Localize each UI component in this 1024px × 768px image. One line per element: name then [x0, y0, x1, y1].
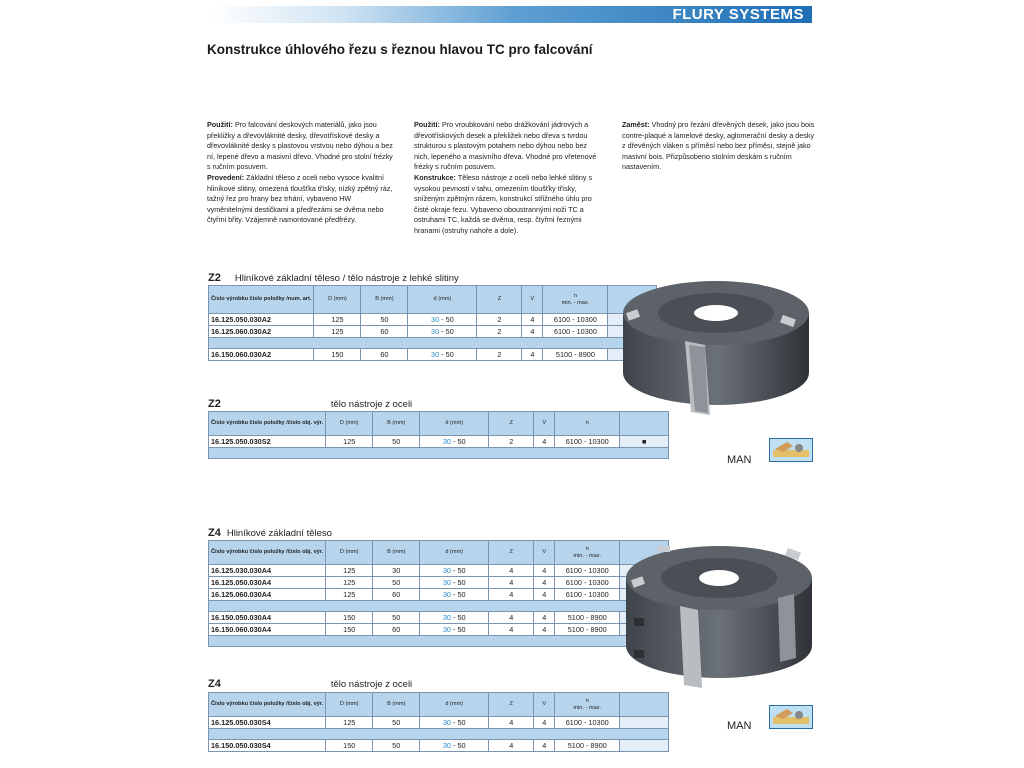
n-symbol: n [573, 292, 577, 299]
design-label: Provedení: [207, 172, 245, 182]
item-code: 16.125.030.030A4 [209, 565, 326, 577]
spacer-row [209, 338, 657, 349]
page-title: Konstrukce úhlového řezu s řeznou hlavou TC pro falcování [207, 42, 593, 57]
B-value: 60 [361, 326, 408, 338]
spacer-row [209, 601, 669, 612]
V-value: 4 [522, 314, 543, 326]
n-header: n [555, 412, 620, 436]
d-max: 50 [445, 327, 454, 336]
blank-header [620, 693, 669, 717]
Z-header: Z [489, 693, 534, 717]
V-value: 4 [534, 565, 555, 577]
n-value: 6100 - 10300 [555, 577, 620, 589]
code-header: Číslo výrobku číslo položky /číslo obj. výr. [209, 412, 326, 436]
D-header: D (mm) [326, 541, 373, 565]
n-value: 5100 - 8900 [555, 612, 620, 624]
d-max: 50 [445, 350, 454, 359]
n-value: 6100 - 10300 [555, 589, 620, 601]
d-min: 30 [442, 718, 451, 727]
d-min: 30 [431, 350, 440, 359]
n-value: 6100 - 10300 [555, 717, 620, 729]
Z-header: Z [489, 412, 534, 436]
V-header: V [534, 412, 555, 436]
d-value: 30 - 50 [420, 717, 489, 729]
D-header: D (mm) [326, 693, 373, 717]
usage-text: Pro falcování deskových materiálů, jako jsou překližky a dřevovláknité desky, dřevotřískové desky a dřevovláknité desky s plastovou vrstvou nebo dýhou a bez ní, lepené dřevo a masivní dřevo. Vhodné pro stolní frézky s ručním posuvem. [207, 120, 393, 172]
section-subtitle: Hliníkové základní těleso [226, 528, 332, 539]
Z-value: 2 [477, 326, 522, 338]
table-row [209, 717, 669, 729]
B-value: 50 [373, 717, 420, 729]
d-min: 30 [442, 566, 451, 575]
n-symbol: n [585, 545, 589, 552]
B-value: 60 [361, 349, 408, 361]
design-text: Základní těleso z oceli nebo vysoce kvalitní hliníkové slitiny, omezená tloušťka třísky, nízký zpětný ráz, tažný řez pro hrany bez trhání, vybaveno HW vyměnitelnými destičkami a předřezámi se dvěma nebo čtyřmi břity. Vzájemně namontované předfrézy. [207, 172, 393, 225]
V-value: 4 [534, 577, 555, 589]
d-min: 30 [442, 578, 451, 587]
Z-value: 4 [489, 565, 534, 577]
D-value: 125 [314, 314, 361, 326]
spec-table [208, 692, 669, 752]
item-code: 16.125.050.030A2 [209, 314, 314, 326]
V-header: V [522, 286, 543, 314]
D-header: D (mm) [326, 412, 373, 436]
n-value: 5100 - 8900 [543, 349, 608, 361]
spec-table [208, 540, 669, 647]
item-code: 16.150.050.030S4 [209, 740, 326, 752]
d-max: 50 [457, 741, 466, 750]
D-value: 125 [326, 717, 373, 729]
n-value: 6100 - 10300 [555, 436, 620, 448]
d-min: 30 [442, 625, 451, 634]
mark [620, 717, 669, 729]
D-value: 150 [326, 624, 373, 636]
D-value: 125 [326, 577, 373, 589]
B-header: B (mm) [373, 412, 420, 436]
usage-label: Použití: [414, 120, 440, 129]
d-value: 30 - 50 [420, 612, 489, 624]
intro-column-3 [622, 120, 816, 173]
Z-value: 4 [489, 577, 534, 589]
n-range: min. - max. [573, 552, 602, 559]
d-max: 50 [457, 590, 466, 599]
d-min: 30 [431, 315, 440, 324]
V-value: 4 [534, 589, 555, 601]
d-max: 50 [457, 718, 466, 727]
spacer-row [209, 636, 669, 647]
section-heading [208, 272, 459, 284]
B-value: 50 [361, 314, 408, 326]
D-header: D (mm) [314, 286, 361, 314]
d-value: 30 - 50 [408, 326, 477, 338]
intro-column-1 [207, 120, 397, 226]
section-subtitle: Hliníkové základní těleso / tělo nástroje z lehké slitiny [234, 273, 459, 284]
manual-feed-icon [769, 705, 813, 729]
knife-insert [658, 546, 670, 552]
chip-gullet [634, 618, 644, 626]
spacer-row [209, 729, 669, 740]
spec-table [208, 285, 657, 361]
B-value: 60 [373, 624, 420, 636]
B-value: 50 [373, 740, 420, 752]
d-max: 50 [457, 566, 466, 575]
V-header: V [534, 541, 555, 565]
code-header: Číslo výrobku číslo položky /číslo obj. výr. [209, 541, 326, 565]
B-header: B (mm) [361, 286, 408, 314]
cutter-head-z4-image [618, 538, 823, 693]
item-code: 16.150.060.030A2 [209, 349, 314, 361]
V-value: 4 [534, 436, 555, 448]
Z-header: Z [477, 286, 522, 314]
Z-value: 4 [489, 740, 534, 752]
table-row [209, 577, 669, 589]
d-header: d (mm) [408, 286, 477, 314]
D-value: 150 [314, 349, 361, 361]
table-row [209, 436, 669, 448]
n-range: min. - max. [573, 704, 602, 711]
B-value: 50 [373, 577, 420, 589]
B-value: 50 [373, 436, 420, 448]
B-header: B (mm) [373, 541, 420, 565]
d-max: 50 [445, 315, 454, 324]
n-value: 6100 - 10300 [555, 565, 620, 577]
section-subtitle: tělo nástroje z oceli [330, 399, 413, 410]
table-row [209, 589, 669, 601]
d-value: 30 - 50 [420, 740, 489, 752]
V-value: 4 [534, 624, 555, 636]
table-row [209, 612, 669, 624]
d-min: 30 [431, 327, 440, 336]
mark [620, 740, 669, 752]
D-value: 125 [326, 565, 373, 577]
d-header: d (mm) [420, 541, 489, 565]
usage-text: Pro vroubkování nebo drážkování jádrových a dřevotřískových desek a překližek nebo dřeva s tvrdou strukturou s plastovým potahem nebo dýhou nebo bez nich, lepeného a masivního dřeva. Vhodné pro vřetenové frézky s ručním posuvem. [414, 120, 597, 172]
n-header [543, 286, 608, 314]
Z-value: 4 [489, 624, 534, 636]
D-value: 150 [326, 740, 373, 752]
d-min: 30 [442, 590, 451, 599]
V-value: 4 [534, 612, 555, 624]
d-max: 50 [457, 613, 466, 622]
Z-value: 4 [489, 717, 534, 729]
section-z: Z2 [208, 398, 221, 410]
d-header: d (mm) [420, 693, 489, 717]
knife-blade [778, 594, 796, 662]
d-value: 30 - 50 [420, 565, 489, 577]
table-row [209, 740, 669, 752]
section-z: Z4 [208, 527, 221, 539]
spec-table [208, 411, 669, 459]
Z-header: Z [489, 541, 534, 565]
code-header: Číslo výrobku číslo položky /num. art. [209, 286, 314, 314]
section-heading [208, 678, 412, 690]
n-header [555, 693, 620, 717]
n-value: 5100 - 8900 [555, 624, 620, 636]
Z-value: 2 [489, 436, 534, 448]
d-max: 50 [457, 625, 466, 634]
d-value: 30 - 50 [420, 624, 489, 636]
V-value: 4 [534, 740, 555, 752]
V-value: 4 [534, 717, 555, 729]
purpose-label: Zaměst: [622, 120, 650, 129]
cutter-bore [699, 570, 739, 586]
B-value: 60 [373, 589, 420, 601]
d-value: 30 - 50 [408, 314, 477, 326]
man-label: MAN [727, 720, 752, 732]
manual-feed-icon [769, 438, 813, 462]
d-value: 30 - 50 [420, 589, 489, 601]
V-value: 4 [522, 349, 543, 361]
design-label: Konstrukce: [414, 172, 456, 182]
item-code: 16.150.060.030A4 [209, 624, 326, 636]
intro-column-2 [414, 120, 604, 237]
d-value: 30 - 50 [420, 577, 489, 589]
code-header: Číslo výrobku číslo položky /číslo obj. výr. [209, 693, 326, 717]
n-header [555, 541, 620, 565]
V-header: V [534, 693, 555, 717]
B-header: B (mm) [373, 693, 420, 717]
Z-value: 2 [477, 349, 522, 361]
D-value: 125 [326, 589, 373, 601]
V-value: 4 [522, 326, 543, 338]
section-subtitle: tělo nástroje z oceli [330, 679, 413, 690]
item-code: 16.150.050.030A4 [209, 612, 326, 624]
cutter-bore [694, 305, 738, 321]
section-z: Z2 [208, 272, 221, 284]
purpose-text: Vhodný pro řezání dřevěných desek, jako jsou bois contre-plaqué a lamelové desky, aglomerační desky a desky z dřevěných vláken s příměsí nebo bez příměsi, stejně jako masivní bois. Přizpůsobeno stolním deskám s ručním nastavením. [622, 120, 815, 172]
D-value: 150 [326, 612, 373, 624]
section-heading [208, 398, 412, 410]
design-text: Těleso nástroje z oceli nebo lehké slitiny s vysokou pevností v tahu, omezením tloušťky třísky, sníženým zpětným rázem, konstrukcí střižného úhlu pro čisté okraje řezu. Vybaveno oboustrannými noži TC a ostruhami TC, každá se dvěma, resp. čtyřmi řeznými hranami (ostruhy nahoře a dole). [414, 172, 593, 235]
item-code: 16.125.060.030A2 [209, 326, 314, 338]
section-z: Z4 [208, 678, 221, 690]
usage-label: Použití: [207, 120, 233, 129]
d-max: 50 [457, 578, 466, 587]
d-value: 30 - 50 [420, 436, 489, 448]
chip-gullet [634, 650, 644, 658]
table-row [209, 314, 657, 326]
brand-name: FLURY SYSTEMS [672, 6, 804, 23]
Z-value: 4 [489, 612, 534, 624]
n-value: 6100 - 10300 [543, 314, 608, 326]
table-row [209, 349, 657, 361]
n-value: 6100 - 10300 [543, 326, 608, 338]
Z-value: 2 [477, 314, 522, 326]
spacer-row [209, 448, 669, 459]
table-row [209, 565, 669, 577]
brand-banner [212, 6, 812, 23]
item-code: 16.125.050.030S4 [209, 717, 326, 729]
man-label: MAN [727, 454, 752, 466]
d-min: 30 [442, 437, 451, 446]
d-min: 30 [442, 613, 451, 622]
mark: ■ [620, 436, 669, 448]
B-value: 30 [373, 565, 420, 577]
B-value: 50 [373, 612, 420, 624]
n-symbol: n [585, 697, 589, 704]
table-row [209, 624, 669, 636]
item-code: 16.125.060.030A4 [209, 589, 326, 601]
table-row [209, 326, 657, 338]
section-heading [208, 527, 332, 539]
D-value: 125 [314, 326, 361, 338]
item-code: 16.125.050.030S2 [209, 436, 326, 448]
cutter-head-z2-image [615, 275, 820, 425]
item-code: 16.125.050.030A4 [209, 577, 326, 589]
d-value: 30 - 50 [408, 349, 477, 361]
d-max: 50 [457, 437, 466, 446]
Z-value: 4 [489, 589, 534, 601]
d-header: d (mm) [420, 412, 489, 436]
n-range: min. - max. [561, 299, 590, 306]
D-value: 125 [326, 436, 373, 448]
n-value: 5100 - 8900 [555, 740, 620, 752]
d-min: 30 [442, 741, 451, 750]
